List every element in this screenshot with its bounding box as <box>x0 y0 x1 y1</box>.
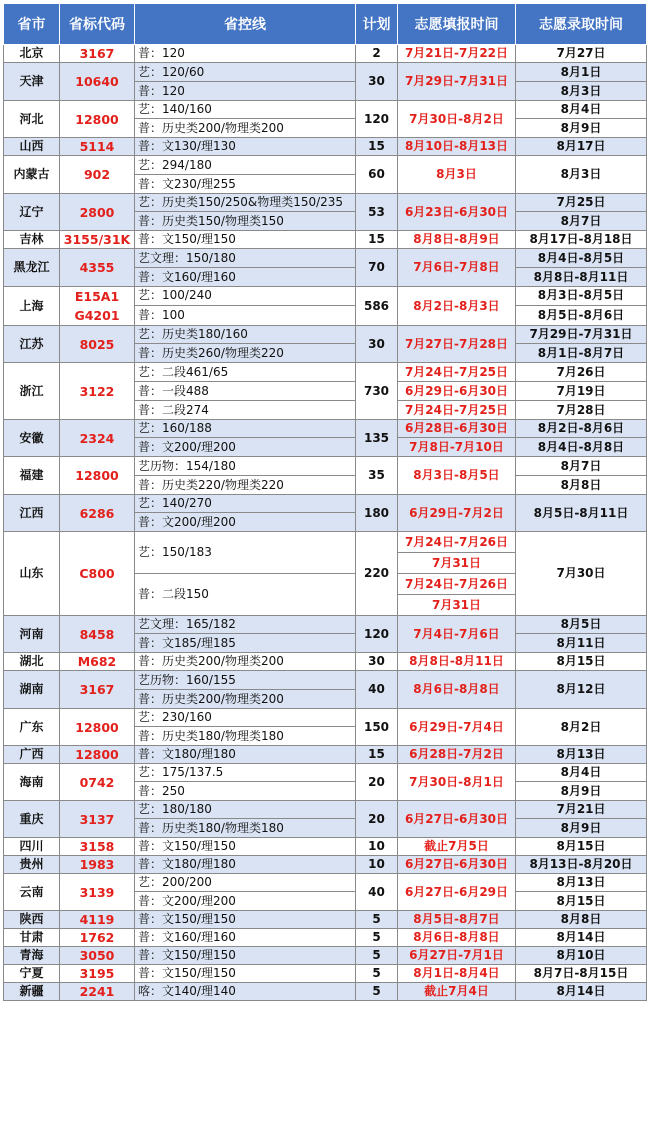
plan-count: 5 <box>356 965 398 983</box>
province-name: 新疆 <box>4 983 60 1001</box>
plan-count: 30 <box>356 63 398 101</box>
control-line: 艺：150/183 <box>135 532 356 574</box>
control-line: 艺历物：160/155 <box>135 671 356 690</box>
control-line: 喀：文140/理140 <box>135 983 356 1001</box>
plan-count: 20 <box>356 801 398 838</box>
admit-time: 8月2日 <box>516 709 647 746</box>
admit-time: 8月1日 <box>516 63 647 82</box>
control-line: 普：文160/理160 <box>135 268 356 287</box>
province-code-value: 3167 <box>79 682 115 697</box>
control-line: 普：文130/理130 <box>135 138 356 156</box>
province-code-value: 3195 <box>79 966 115 981</box>
province-code-value: 1762 <box>79 930 115 945</box>
table-body <box>4 45 647 1001</box>
control-line: 普：一段488 <box>135 382 356 401</box>
control-line: 普：文200/理200 <box>135 892 356 911</box>
plan-count: 135 <box>356 420 398 457</box>
province-code <box>60 801 135 838</box>
fill-time: 8月6日-8月8日 <box>398 929 516 947</box>
province-code-value: 1983 <box>79 857 115 872</box>
province-code <box>60 965 135 983</box>
fill-time: 7月30日-8月2日 <box>398 101 516 138</box>
province-code-value: 2324 <box>79 430 115 446</box>
admit-time: 8月10日 <box>516 947 647 965</box>
table-row <box>4 671 647 690</box>
province-name: 四川 <box>4 838 60 856</box>
control-line: 普：120 <box>135 82 356 101</box>
control-line: 普：历史类200/物理类200 <box>135 690 356 709</box>
province-code <box>60 457 135 495</box>
province-code-value: 3167 <box>79 46 115 61</box>
province-name: 江苏 <box>4 326 60 363</box>
admit-time: 8月15日 <box>516 838 647 856</box>
province-name: 安徽 <box>4 420 60 457</box>
province-code-value: 12800 <box>75 747 119 762</box>
province-code-value: 3050 <box>79 948 115 963</box>
fill-time: 7月27日-7月28日 <box>398 326 516 363</box>
table-row <box>4 495 647 513</box>
plan-count: 10 <box>356 856 398 874</box>
province-name: 山东 <box>4 532 60 616</box>
admit-time: 8月4日-8月5日 <box>516 249 647 268</box>
admit-time: 8月13日 <box>516 874 647 892</box>
plan-count: 15 <box>356 138 398 156</box>
control-line: 普：文160/理160 <box>135 929 356 947</box>
table-row <box>4 156 647 175</box>
table-row <box>4 983 647 1001</box>
control-line: 艺：294/180 <box>135 156 356 175</box>
province-code <box>60 709 135 746</box>
control-line: 艺：历史类180/160 <box>135 326 356 344</box>
province-code <box>60 653 135 671</box>
fill-time: 8月10日-8月13日 <box>398 138 516 156</box>
admit-time: 7月19日 <box>516 382 647 401</box>
province-code <box>60 420 135 457</box>
province-name: 广西 <box>4 746 60 764</box>
control-line: 艺：180/180 <box>135 801 356 819</box>
fill-time: 7月8日-7月10日 <box>398 438 516 457</box>
control-line: 普：文150/理150 <box>135 911 356 929</box>
admit-time: 8月7日-8月15日 <box>516 965 647 983</box>
control-line: 普：文185/理185 <box>135 634 356 653</box>
table-row <box>4 194 647 212</box>
admit-time: 8月11日 <box>516 634 647 653</box>
control-line: 艺：二段461/65 <box>135 363 356 382</box>
fill-time: 截止7月4日 <box>398 983 516 1001</box>
admit-time: 8月4日-8月8日 <box>516 438 647 457</box>
admit-time: 8月3日 <box>516 82 647 101</box>
fill-time: 8月5日-8月7日 <box>398 911 516 929</box>
header-code: 省标代码 <box>60 4 135 45</box>
admit-time: 7月29日-7月31日 <box>516 326 647 344</box>
fill-time: 8月2日-8月3日 <box>398 287 516 326</box>
control-line: 艺：历史类150/250&物理类150/235 <box>135 194 356 212</box>
control-line: 普：二段150 <box>135 574 356 616</box>
admit-time: 8月9日 <box>516 782 647 801</box>
province-code-value: 3155/31K <box>63 232 131 247</box>
province-name: 山西 <box>4 138 60 156</box>
province-code <box>60 45 135 63</box>
table-row <box>4 138 647 156</box>
province-code-value: 2800 <box>79 204 115 220</box>
province-code <box>60 194 135 231</box>
fill-time: 7月21日-7月22日 <box>398 45 516 63</box>
control-line: 普：历史类200/物理类200 <box>135 119 356 138</box>
control-line: 普：历史类200/物理类200 <box>135 653 356 671</box>
province-name: 甘肃 <box>4 929 60 947</box>
province-name: 河北 <box>4 101 60 138</box>
admit-time: 7月28日 <box>516 401 647 420</box>
admit-time: 8月4日 <box>516 764 647 782</box>
province-code-value: 3139 <box>79 884 115 900</box>
header-fill-time: 志愿填报时间 <box>398 4 516 45</box>
province-name: 内蒙古 <box>4 156 60 194</box>
province-code-value: 0742 <box>79 774 115 790</box>
plan-count: 53 <box>356 194 398 231</box>
control-line: 普：文230/理255 <box>135 175 356 194</box>
table-row <box>4 856 647 874</box>
table-row <box>4 965 647 983</box>
admit-time: 8月13日-8月20日 <box>516 856 647 874</box>
province-code-value: M682 <box>77 654 117 669</box>
table-row <box>4 838 647 856</box>
province-name: 福建 <box>4 457 60 495</box>
fill-time: 8月8日-8月11日 <box>398 653 516 671</box>
province-name: 辽宁 <box>4 194 60 231</box>
admit-time: 8月7日 <box>516 212 647 231</box>
province-code <box>60 671 135 709</box>
plan-count: 730 <box>356 363 398 420</box>
admit-time: 8月9日 <box>516 819 647 838</box>
control-line: 普：250 <box>135 782 356 801</box>
admit-time: 7月26日 <box>516 363 647 382</box>
fill-time: 6月29日-7月2日 <box>398 495 516 532</box>
fill-time: 8月3日-8月5日 <box>398 457 516 495</box>
plan-count: 30 <box>356 326 398 363</box>
province-code <box>60 746 135 764</box>
control-line: 艺文理：150/180 <box>135 249 356 268</box>
fill-time: 7月6日-7月8日 <box>398 249 516 287</box>
fill-time: 截止7月5日 <box>398 838 516 856</box>
control-line: 艺：140/160 <box>135 101 356 119</box>
province-code <box>60 326 135 363</box>
table-row <box>4 653 647 671</box>
table-row <box>4 45 647 63</box>
province-code-value: C800 <box>79 566 115 581</box>
fill-time: 7月29日-7月31日 <box>398 63 516 101</box>
province-code-value: 4355 <box>79 260 115 275</box>
table-row <box>4 287 647 306</box>
fill-time: 6月29日-6月30日 <box>398 382 516 401</box>
plan-count: 40 <box>356 671 398 709</box>
fill-time: 6月27日-7月1日 <box>398 947 516 965</box>
admit-time: 8月15日 <box>516 892 647 911</box>
control-line: 普：文180/理180 <box>135 746 356 764</box>
province-code <box>60 101 135 138</box>
admit-time: 8月13日 <box>516 746 647 764</box>
table-row <box>4 616 647 634</box>
province-name: 陕西 <box>4 911 60 929</box>
control-line: 普：文150/理150 <box>135 947 356 965</box>
plan-count: 5 <box>356 947 398 965</box>
plan-count: 150 <box>356 709 398 746</box>
province-code <box>60 764 135 801</box>
province-code <box>60 983 135 1001</box>
header-province: 省市 <box>4 4 60 45</box>
province-name: 宁夏 <box>4 965 60 983</box>
province-code-value: 12800 <box>75 719 119 735</box>
plan-count: 15 <box>356 746 398 764</box>
control-line: 普：文200/理200 <box>135 438 356 457</box>
province-code-value: 8025 <box>79 336 115 352</box>
table-row <box>4 63 647 82</box>
control-line: 普：历史类260/物理类220 <box>135 344 356 363</box>
control-line: 艺：175/137.5 <box>135 764 356 782</box>
table-row <box>4 929 647 947</box>
plan-count: 15 <box>356 231 398 249</box>
province-code <box>60 138 135 156</box>
admit-time: 8月12日 <box>516 671 647 709</box>
province-code-value: 902 <box>83 167 111 182</box>
fill-time: 7月24日-7月26日 <box>398 574 516 595</box>
header-control-line: 省控线 <box>135 4 356 45</box>
province-name: 吉林 <box>4 231 60 249</box>
province-code-value: 8458 <box>79 626 115 642</box>
province-code <box>60 874 135 911</box>
province-code <box>60 156 135 194</box>
province-name: 天津 <box>4 63 60 101</box>
province-code <box>60 495 135 532</box>
fill-time: 6月28日-6月30日 <box>398 420 516 438</box>
province-name: 重庆 <box>4 801 60 838</box>
admit-time: 8月2日-8月6日 <box>516 420 647 438</box>
control-line: 普：历史类220/物理类220 <box>135 476 356 495</box>
plan-count: 70 <box>356 249 398 287</box>
control-line: 艺历物：154/180 <box>135 457 356 476</box>
plan-count: 5 <box>356 929 398 947</box>
province-code <box>60 838 135 856</box>
province-code <box>60 911 135 929</box>
admit-time: 8月5日 <box>516 616 647 634</box>
plan-count: 20 <box>356 764 398 801</box>
admit-time: 8月15日 <box>516 653 647 671</box>
fill-time: 7月24日-7月25日 <box>398 363 516 382</box>
province-code <box>60 287 135 326</box>
admit-time: 8月8日 <box>516 911 647 929</box>
plan-count: 220 <box>356 532 398 616</box>
province-code-value: G4201 <box>74 308 120 323</box>
plan-count: 5 <box>356 911 398 929</box>
fill-time: 6月27日-6月30日 <box>398 801 516 838</box>
table-row <box>4 911 647 929</box>
fill-time: 8月3日 <box>398 156 516 194</box>
control-line: 普：历史类180/物理类180 <box>135 819 356 838</box>
control-line: 艺：200/200 <box>135 874 356 892</box>
province-name: 上海 <box>4 287 60 326</box>
province-code <box>60 249 135 287</box>
plan-count: 180 <box>356 495 398 532</box>
table-row <box>4 746 647 764</box>
control-line: 艺：160/188 <box>135 420 356 438</box>
control-line: 普：120 <box>135 45 356 63</box>
province-code-value: 4119 <box>79 912 115 927</box>
province-code <box>60 616 135 653</box>
plan-count: 40 <box>356 874 398 911</box>
fill-time: 8月8日-8月9日 <box>398 231 516 249</box>
admit-time: 8月14日 <box>516 983 647 1001</box>
fill-time: 8月6日-8月8日 <box>398 671 516 709</box>
table-row <box>4 709 647 727</box>
control-line: 艺：100/240 <box>135 287 356 306</box>
province-code-value: 10640 <box>75 74 119 89</box>
province-code-value: 3122 <box>79 383 115 399</box>
control-line: 普：文150/理150 <box>135 838 356 856</box>
fill-time: 7月31日 <box>398 553 516 574</box>
fill-time: 6月29日-7月4日 <box>398 709 516 746</box>
plan-count: 120 <box>356 616 398 653</box>
admit-time: 8月7日 <box>516 457 647 476</box>
control-line: 普：文200/理200 <box>135 513 356 532</box>
province-code-value: 3158 <box>79 839 115 854</box>
province-name: 青海 <box>4 947 60 965</box>
province-code-value: 12800 <box>75 468 119 483</box>
province-name: 河南 <box>4 616 60 653</box>
control-line: 普：历史类180/物理类180 <box>135 727 356 746</box>
province-code <box>60 856 135 874</box>
province-code-value: 12800 <box>75 111 119 127</box>
table-row <box>4 947 647 965</box>
admit-time: 7月27日 <box>516 45 647 63</box>
province-code-value: 6286 <box>79 505 115 521</box>
admit-time: 8月4日 <box>516 101 647 119</box>
fill-time: 7月30日-8月1日 <box>398 764 516 801</box>
province-name: 黑龙江 <box>4 249 60 287</box>
admit-time: 7月21日 <box>516 801 647 819</box>
admit-time: 8月1日-8月7日 <box>516 344 647 363</box>
admission-table <box>3 3 647 1001</box>
fill-time: 6月27日-6月30日 <box>398 856 516 874</box>
admit-time: 8月9日 <box>516 119 647 138</box>
province-name: 江西 <box>4 495 60 532</box>
table-row <box>4 420 647 438</box>
fill-time: 6月23日-6月30日 <box>398 194 516 231</box>
table-row <box>4 101 647 119</box>
plan-count: 60 <box>356 156 398 194</box>
province-code-value: 5114 <box>79 139 115 154</box>
admit-time: 8月17日 <box>516 138 647 156</box>
fill-time: 6月27日-6月29日 <box>398 874 516 911</box>
admit-time: 8月8日 <box>516 476 647 495</box>
table-row <box>4 764 647 782</box>
province-name: 北京 <box>4 45 60 63</box>
table-row <box>4 874 647 892</box>
province-code <box>60 63 135 101</box>
province-name: 海南 <box>4 764 60 801</box>
province-name: 湖北 <box>4 653 60 671</box>
control-line: 普：文150/理150 <box>135 965 356 983</box>
province-code-value: E15A1 <box>74 289 120 304</box>
table-row <box>4 532 647 553</box>
control-line: 艺：140/270 <box>135 495 356 513</box>
province-code <box>60 929 135 947</box>
fill-time: 7月31日 <box>398 595 516 616</box>
header-admit-time: 志愿录取时间 <box>516 4 647 45</box>
admit-time: 8月3日-8月5日 <box>516 287 647 306</box>
admit-time: 7月25日 <box>516 194 647 212</box>
province-code <box>60 532 135 616</box>
header-plan: 计划 <box>356 4 398 45</box>
control-line: 普：文180/理180 <box>135 856 356 874</box>
admit-time: 8月17日-8月18日 <box>516 231 647 249</box>
control-line: 普：二段274 <box>135 401 356 420</box>
province-name: 贵州 <box>4 856 60 874</box>
table-row <box>4 231 647 249</box>
province-code <box>60 947 135 965</box>
plan-count: 120 <box>356 101 398 138</box>
fill-time: 8月1日-8月4日 <box>398 965 516 983</box>
province-code-value: 2241 <box>79 984 115 999</box>
control-line: 艺：120/60 <box>135 63 356 82</box>
plan-count: 2 <box>356 45 398 63</box>
table-row <box>4 363 647 382</box>
admit-time: 8月8日-8月11日 <box>516 268 647 287</box>
province-name: 广东 <box>4 709 60 746</box>
province-name: 浙江 <box>4 363 60 420</box>
fill-time: 7月4日-7月6日 <box>398 616 516 653</box>
control-line: 普：历史类150/物理类150 <box>135 212 356 231</box>
table-row <box>4 249 647 268</box>
fill-time: 7月24日-7月26日 <box>398 532 516 553</box>
admit-time: 8月5日-8月6日 <box>516 305 647 325</box>
plan-count: 10 <box>356 838 398 856</box>
admit-time: 8月14日 <box>516 929 647 947</box>
province-name: 湖南 <box>4 671 60 709</box>
province-code <box>60 231 135 249</box>
control-line: 普：文150/理150 <box>135 231 356 249</box>
fill-time: 6月28日-7月2日 <box>398 746 516 764</box>
admit-time: 7月30日 <box>516 532 647 616</box>
control-line: 普：100 <box>135 305 356 325</box>
admit-time: 8月3日 <box>516 156 647 194</box>
plan-count: 35 <box>356 457 398 495</box>
admit-time: 8月5日-8月11日 <box>516 495 647 532</box>
table-row <box>4 457 647 476</box>
control-line: 艺文理：165/182 <box>135 616 356 634</box>
fill-time: 7月24日-7月25日 <box>398 401 516 420</box>
table-row <box>4 326 647 344</box>
plan-count: 30 <box>356 653 398 671</box>
province-code <box>60 363 135 420</box>
plan-count: 5 <box>356 983 398 1001</box>
plan-count: 586 <box>356 287 398 326</box>
table-row <box>4 801 647 819</box>
header-row <box>4 4 647 45</box>
province-name: 云南 <box>4 874 60 911</box>
province-code-value: 3137 <box>79 811 115 827</box>
control-line: 艺：230/160 <box>135 709 356 727</box>
